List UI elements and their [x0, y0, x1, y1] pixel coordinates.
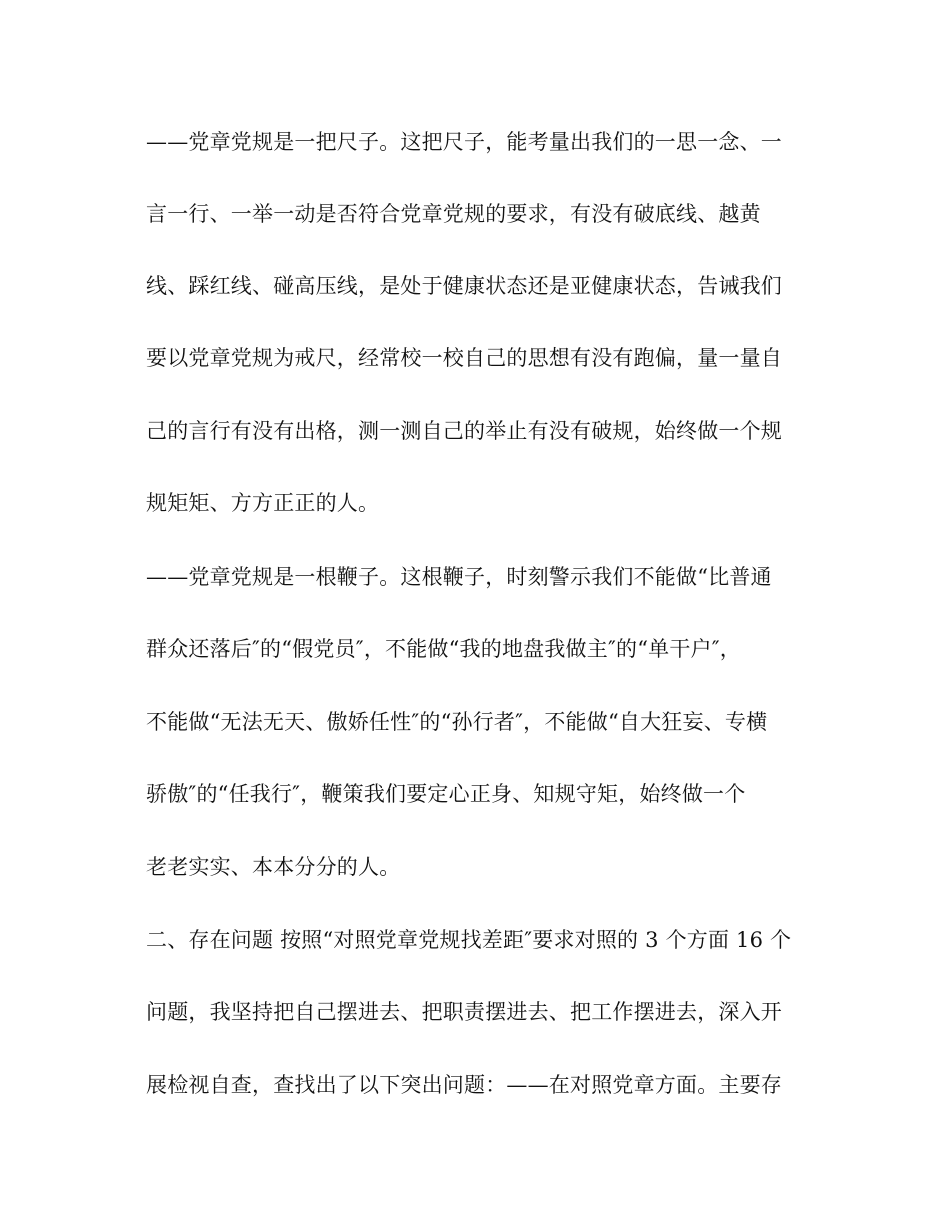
- text-line: 规矩矩、方方正正的人。: [146, 491, 380, 515]
- text-line: 要以党章党规为戒尺，经常校一校自己的思想有没有跑偏，量一量自: [146, 346, 782, 370]
- text-line: 不能做“无法无天、傲娇任性″的“孙行者″，不能做“自大狂妄、专横: [146, 710, 768, 734]
- text-line: ——党章党规是一把尺子。这把尺子，能考量出我们的一思一念、一: [146, 130, 782, 154]
- text-line: 问题，我坚持把自己摆进去、把职责摆进去、把工作摆进去，深入开: [146, 1000, 782, 1024]
- text-line: 二、存在问题 按照“对照党章党规找差距″要求对照的 3 个方面 16 个: [146, 928, 792, 952]
- text-line: 线、踩红线、碰高压线，是处于健康状态还是亚健康状态，告诫我们: [146, 274, 782, 298]
- text-line: 骄傲″的“任我行″，鞭策我们要定心正身、知规守矩，始终做一个: [146, 782, 746, 806]
- text-line: 展检视自查，查找出了以下突出问题：——在对照党章方面。主要存: [146, 1073, 782, 1097]
- text-line: 己的言行有没有出格，测一测自己的举止有没有破规，始终做一个规: [146, 419, 782, 443]
- text-line: 群众还落后″的“假党员″，不能做“我的地盘我做主″的“单干户″，: [146, 637, 741, 661]
- text-line: 言一行、一举一动是否符合党章党规的要求，有没有破底线、越黄: [146, 202, 761, 226]
- text-line: 老老实实、本本分分的人。: [146, 855, 401, 879]
- text-line: ——党章党规是一根鞭子。这根鞭子，时刻警示我们不能做“比普通: [146, 565, 772, 589]
